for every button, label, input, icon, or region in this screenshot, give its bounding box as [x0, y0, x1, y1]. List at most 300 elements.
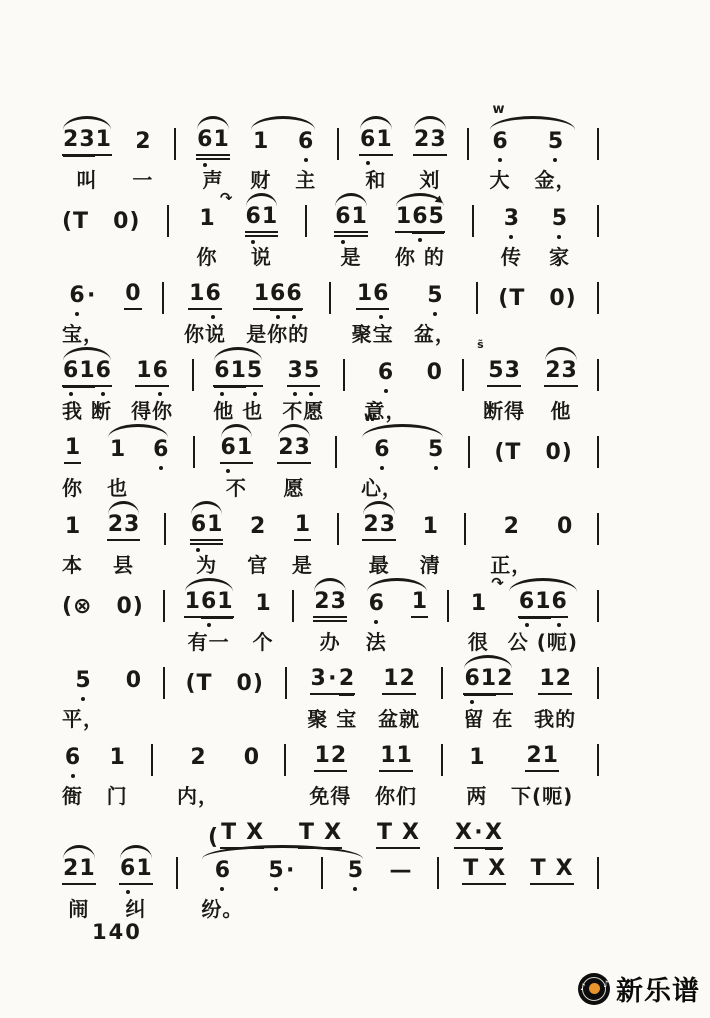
note-cell [454, 819, 503, 849]
lyric: 也 [107, 476, 129, 500]
barline [467, 128, 469, 160]
note-digit: 2 [526, 742, 542, 768]
note-cell [282, 357, 325, 423]
note-digit: 6 [64, 744, 81, 770]
note-digit: 6 [373, 280, 389, 306]
note-group [62, 669, 104, 729]
lyric: 财 [250, 168, 272, 192]
note-digit: 1 [542, 742, 558, 768]
barline [597, 590, 599, 622]
note-cell [62, 746, 83, 806]
note-digit: · [328, 665, 337, 691]
lyric: 叫 [76, 168, 98, 192]
lyric: 是你的 [246, 322, 310, 346]
lyric: 清 [419, 553, 441, 577]
note-digit: 2 [555, 665, 571, 691]
note-digit: 0 [426, 359, 442, 385]
score-line-3 [62, 280, 599, 346]
note-group [131, 357, 174, 423]
barline [441, 667, 443, 699]
note-digit: 1 [261, 203, 278, 229]
note-digit: 6 [335, 203, 351, 229]
lyric: 两 [466, 784, 488, 808]
note-digit: 1 [217, 588, 233, 614]
note-cell [62, 515, 83, 575]
note-cell [549, 207, 570, 267]
note-digit: 2 [503, 513, 519, 539]
note-digit: 1 [79, 855, 95, 881]
note-cell [201, 859, 243, 919]
lyric: 你 的 [394, 245, 445, 269]
note-digit: 5 [427, 282, 443, 308]
lyric: 办 [319, 630, 341, 654]
note-digit: 6 [95, 357, 111, 383]
note-digit: 6 [120, 855, 136, 881]
note-cell [376, 819, 420, 849]
note-group [119, 855, 153, 921]
note-digit: 1 [294, 511, 311, 537]
note-digit: 1 [351, 203, 367, 229]
note-digit: 6 [374, 436, 390, 462]
note-digit: 6 [69, 282, 85, 308]
text-cell [545, 438, 572, 464]
note-group [62, 434, 83, 500]
note-group [132, 130, 153, 190]
note-group [62, 855, 96, 921]
note-digit: 3 [287, 357, 303, 383]
note-digit: 5 [551, 205, 568, 231]
note-group [454, 819, 503, 849]
note-digit: 2 [135, 128, 151, 154]
note-cell [252, 592, 273, 652]
barline [162, 282, 164, 314]
note-cell [394, 203, 445, 269]
note-digit: X [555, 855, 573, 881]
note-digit: T [299, 819, 315, 845]
note-digit: X [488, 855, 506, 881]
note-group [556, 515, 573, 541]
barline [468, 436, 470, 468]
note-cell [62, 126, 112, 192]
text-cell [494, 438, 521, 464]
note-digit: 1 [395, 203, 412, 229]
note-digit: 1 [184, 588, 200, 614]
note-group [190, 511, 224, 577]
note-digit: 2 [190, 744, 206, 770]
note-group [185, 669, 263, 695]
lyric: 是 [291, 553, 313, 577]
note-digit: 3 [503, 205, 520, 231]
note-digit: 5 [427, 436, 444, 462]
note-cell [378, 665, 421, 731]
note-digit: 6 [412, 203, 428, 229]
barline [462, 359, 464, 391]
note-digit: 6 [190, 511, 207, 537]
note-cell [295, 130, 316, 190]
note-digit: X [484, 819, 502, 845]
note-group [420, 515, 441, 575]
note-group [375, 742, 418, 808]
note-digit: 6 [368, 590, 384, 616]
note-group [184, 588, 234, 654]
note-digit: 1 [539, 665, 555, 691]
note-digit: 3 [504, 357, 520, 383]
note-cell [466, 746, 487, 806]
note-digit: 3 [430, 126, 446, 152]
note-cell [183, 280, 226, 346]
lyric: 内， [177, 784, 220, 808]
note-digit: 1 [253, 280, 270, 306]
note-group [507, 588, 579, 654]
note-group [243, 746, 260, 772]
note-cell [250, 130, 271, 190]
note-digit: 6 [63, 357, 79, 383]
note-cell [420, 515, 441, 575]
note-group [252, 592, 273, 652]
note-cell [387, 859, 413, 885]
lyric: 平， [62, 707, 104, 731]
lyric: 金， [534, 168, 577, 192]
lyric: 正， [490, 553, 533, 577]
note-group [544, 357, 578, 423]
note-cell [463, 665, 514, 731]
note-digit: 5 [268, 857, 284, 883]
note-group [376, 819, 420, 849]
barline [335, 436, 337, 468]
note-digit: T [377, 819, 393, 845]
note-cell [414, 284, 456, 344]
note-group [309, 742, 352, 808]
note-cell [313, 588, 347, 654]
note-digit: · [86, 282, 96, 308]
score-line-2 [62, 189, 599, 269]
note-cell [107, 511, 141, 577]
note-digit: 2 [63, 126, 79, 152]
note-group [362, 511, 396, 577]
note-digit: 1 [535, 588, 551, 614]
note-digit: 1 [136, 357, 152, 383]
note-cell [427, 438, 444, 464]
note-group [414, 284, 456, 344]
note-cell [152, 438, 169, 464]
lyric: 纷。 [201, 897, 244, 921]
note-group [196, 126, 230, 192]
note-digit: 1 [356, 280, 373, 306]
note-group [196, 189, 233, 269]
gongche-symbol: (T [494, 439, 522, 465]
note-digit: 6 [377, 359, 394, 385]
note-cell [534, 130, 576, 190]
note-digit: 0 [243, 744, 259, 770]
lyric: 他 也 [213, 399, 264, 423]
barline [176, 857, 178, 889]
note-digit: 1 [255, 590, 271, 616]
slide-hook-icon: ↷ [219, 189, 233, 207]
note-group [282, 357, 325, 423]
note-digit: T [530, 855, 546, 881]
lyric: 他 [550, 399, 572, 423]
text-cell [62, 592, 93, 618]
note-cell [131, 357, 174, 423]
note-cell [530, 855, 574, 885]
note-digit: 0 [125, 280, 141, 306]
note-digit: 2 [399, 665, 415, 691]
note-digit: 1 [314, 742, 330, 768]
score-line-9 [62, 742, 599, 808]
note-digit: 6 [551, 588, 567, 614]
note-group [490, 515, 532, 575]
lyric: 愿 [283, 476, 305, 500]
barline [305, 205, 307, 237]
note-group [201, 859, 364, 919]
note-digit: 2 [330, 742, 347, 768]
note-cell [246, 280, 310, 346]
lyric: 大 [489, 168, 511, 192]
note-cell [477, 338, 526, 423]
note-digit: T [221, 819, 237, 845]
lyric: 我 断 [62, 399, 112, 423]
note-digit: X [324, 819, 342, 845]
note-group [489, 130, 576, 190]
note-cell [184, 588, 234, 654]
score-line-4 [62, 338, 599, 423]
note-digit: 2 [545, 357, 561, 383]
note-cell [62, 284, 104, 344]
score-line-6 [62, 511, 599, 577]
note-cell [245, 203, 279, 269]
barline [151, 744, 153, 776]
note-digit: 6 [270, 280, 286, 306]
barline [597, 857, 599, 889]
note-cell [247, 515, 268, 575]
barline [285, 667, 287, 699]
note-group [498, 284, 576, 310]
barline [441, 744, 443, 776]
note-group [365, 588, 428, 654]
lyric: 盆， [413, 322, 456, 346]
note-group [387, 859, 413, 885]
note-group [220, 434, 254, 500]
note-digit: 1 [189, 280, 205, 306]
barline [292, 590, 294, 622]
note-cell [375, 742, 418, 808]
note-group [62, 515, 83, 575]
note-group [426, 361, 443, 387]
note-group [530, 855, 574, 885]
note-group [467, 574, 504, 654]
note-digit: X [402, 819, 420, 845]
lyric: 留 在 [463, 707, 514, 731]
lyric: 刘 [419, 168, 441, 192]
note-cell [359, 126, 393, 192]
barline [163, 667, 165, 699]
text-cell [185, 669, 212, 695]
gongche-symbol: (T [185, 670, 213, 696]
note-cell [62, 669, 104, 729]
note-digit: 2 [314, 588, 330, 614]
barline [597, 744, 599, 776]
note-digit: 5 [303, 357, 320, 383]
note-group [125, 669, 142, 695]
barline [174, 128, 176, 160]
note-group [291, 511, 313, 577]
note-group [124, 280, 141, 310]
note-group [107, 746, 128, 806]
note-cell [511, 742, 574, 808]
lyric: 意， [364, 399, 407, 423]
note-cell [347, 859, 364, 885]
note-cell [267, 859, 296, 885]
barline [167, 205, 169, 237]
barline [597, 513, 599, 545]
note-group [62, 126, 112, 192]
note-digit: 1 [383, 665, 399, 691]
note-digit: 5 [246, 357, 263, 383]
barline [472, 205, 474, 237]
note-digit: 5 [347, 857, 364, 883]
note-digit: 3 [124, 511, 140, 537]
lyric: 为 [196, 553, 218, 577]
note-cell [501, 207, 522, 267]
text-cell [237, 669, 264, 695]
lyric: 我的 [534, 707, 577, 731]
barline [476, 282, 478, 314]
note-cell [490, 515, 532, 575]
barline [437, 857, 439, 889]
gongche-symbol: 0) [236, 670, 264, 696]
note-digit: 2 [278, 434, 294, 460]
lyric: 不愿 [282, 399, 325, 423]
note-cell [489, 130, 510, 190]
note-digit: 6 [286, 280, 302, 306]
barline [597, 436, 599, 468]
note-digit: 6 [152, 357, 168, 383]
music-note-icon: ♪ [580, 982, 586, 993]
note-digit: 1 [376, 126, 392, 152]
lyric: 你说 [183, 322, 226, 346]
note-cell [411, 588, 428, 618]
note-group [361, 438, 444, 498]
barline [329, 282, 331, 314]
barline [597, 667, 599, 699]
note-digit: 3 [379, 511, 396, 537]
note-cell [277, 434, 311, 500]
vinyl-record-icon [578, 973, 610, 1005]
lyric: 家 [548, 245, 570, 269]
note-digit: 1 [396, 742, 412, 768]
lyric: 盆就 [378, 707, 421, 731]
note-cell [366, 592, 387, 652]
barline [597, 128, 599, 160]
note-digit: 6 [200, 588, 217, 614]
note-cell [190, 511, 224, 577]
note-group [183, 280, 226, 346]
note-digit: 2 [338, 665, 355, 691]
note-cell [361, 438, 403, 498]
music-note-icon: ♪ [603, 979, 609, 990]
note-digit: 1 [79, 357, 95, 383]
note-digit: 6 [492, 128, 508, 154]
music-score [62, 126, 599, 936]
note-digit: 1 [236, 434, 253, 460]
note-cell [291, 511, 313, 577]
note-digit: 3 [310, 665, 326, 691]
barline [163, 590, 165, 622]
note-cell [307, 665, 358, 731]
note-cell [534, 665, 577, 731]
lyric: 说 [250, 245, 272, 269]
note-group [247, 515, 268, 575]
page-number: 140 [92, 920, 142, 944]
lyric: 门 [106, 784, 128, 808]
note-cell [213, 357, 264, 423]
note-digit: 5 [75, 667, 91, 693]
note-digit: X [455, 819, 472, 845]
note-digit: 1 [253, 128, 269, 154]
lyric: 你们 [375, 784, 418, 808]
note-cell [243, 746, 260, 772]
lyric: 最 [368, 553, 390, 577]
note-digit: 1 [411, 588, 428, 614]
vinyl-hub [589, 983, 600, 994]
lyric: 你 [196, 245, 218, 269]
score-line-8 [62, 665, 599, 731]
lyric: 宝， [62, 322, 104, 346]
lyric: 聚 宝 [307, 707, 358, 731]
barline [597, 282, 599, 314]
gongche-symbol: 0) [116, 593, 144, 619]
note-digit: 2 [63, 855, 79, 881]
note-digit: 2 [107, 511, 124, 537]
text-cell [62, 207, 89, 233]
lyric: 聚宝 [351, 322, 394, 346]
note-digit: · [474, 819, 483, 845]
note-cell [124, 280, 141, 310]
note-digit: T [463, 855, 479, 881]
barline [464, 513, 466, 545]
note-digit: 6 [360, 126, 376, 152]
note-cell [119, 855, 153, 921]
score-line-7 [62, 574, 599, 654]
gongche-symbol: (⊗ [62, 593, 93, 619]
lyric: 主 [295, 168, 317, 192]
ornament-s-icon: s̃ [477, 338, 484, 351]
note-cell [351, 280, 394, 346]
score-line-11 [62, 855, 599, 921]
gongche-symbol: 0) [545, 439, 573, 465]
note-group [534, 665, 577, 731]
note-group [246, 280, 310, 346]
note-cell [507, 588, 579, 654]
text-cell [117, 592, 144, 618]
lyric: 闹 [68, 897, 90, 921]
note-cell [132, 130, 153, 190]
barline [597, 205, 599, 237]
note-cell [62, 434, 83, 500]
lyric: 官 [247, 553, 269, 577]
note-group [62, 207, 140, 233]
note-digit: · [286, 857, 295, 883]
note-cell [462, 855, 506, 885]
note-digit: 1 [469, 744, 485, 770]
barline [337, 128, 339, 160]
note-cell [107, 438, 128, 498]
note-group [511, 742, 574, 808]
note-group [334, 203, 368, 269]
lyric: 公 (呃) [507, 630, 579, 654]
lyric: 免得 [309, 784, 352, 808]
note-group [462, 855, 506, 885]
